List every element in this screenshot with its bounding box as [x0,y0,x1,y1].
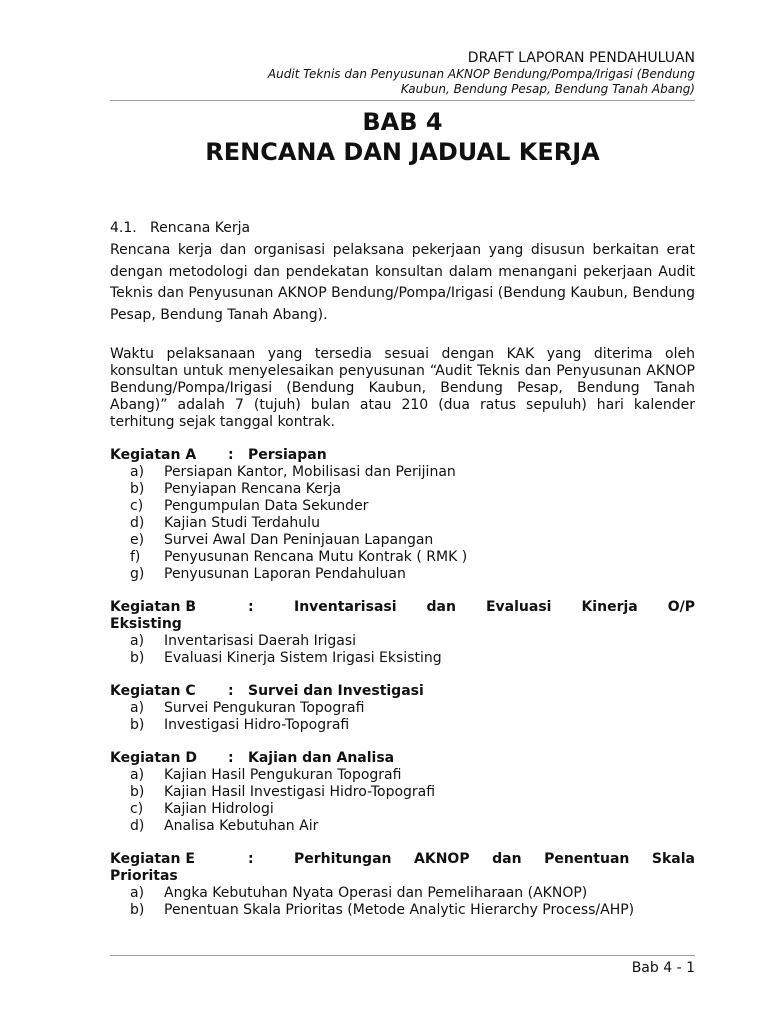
list-marker: a) [130,767,145,783]
kegiatan-a-heading [110,447,695,464]
kegiatan-e-title [294,851,695,868]
kegiatan-a-title: Persiapan [248,447,327,463]
kegiatan-e-title-continued: Prioritas [110,868,178,884]
kegiatan-b-title-continued: Eksisting [110,616,182,632]
list-marker: g) [130,566,145,582]
kegiatan-d-colon: : [228,750,234,766]
kegiatan-a-list [110,464,695,583]
list-item-text: Kajian Hasil Pengukuran Topografi [164,767,402,783]
list-item [130,650,695,667]
paragraph-intro: Rencana kerja dan organisasi pelaksana pekerjaan yang disusun berkaitan erat dengan metodologi dan pendekatan konsultan dalam menangani pekerjaan Audit Teknis dan Penyusunan AKNOP Bendung/Pompa/Irigasi (Bendung Kaubun, Bendung Pesap, Bendung Tanah Abang). [110,242,695,323]
list-item-text: Survei Pengukuran Topografi [164,700,365,716]
list-marker: a) [130,700,145,716]
list-marker: b) [130,784,145,800]
list-item [130,717,695,734]
kegiatan-c-block [110,683,695,734]
list-item [130,801,695,818]
kegiatan-b-list [110,633,695,667]
section-number: 4.1. [110,220,137,236]
title-word: O/P [667,599,695,615]
kegiatan-b-label: Kegiatan B [110,599,197,615]
list-item-text: Inventarisasi Daerah Irigasi [164,633,357,649]
list-item-text: Penyusunan Rencana Mutu Kontrak ( RMK ) [164,549,468,565]
section-title: Rencana Kerja [150,220,251,236]
title-word: dan [492,851,522,867]
header-report-title: DRAFT LAPORAN PENDAHULUAN [467,50,695,66]
list-marker: a) [130,885,145,901]
list-item-text: Kajian Hasil Investigasi Hidro-Topografi [164,784,436,800]
list-marker: c) [130,801,144,817]
list-item-text: Survei Awal Dan Peninjauan Lapangan [164,532,434,548]
kegiatan-d-list [110,767,695,835]
list-marker: b) [130,650,145,666]
list-item-text: Analisa Kebutuhan Air [164,818,319,834]
title-word: Perhitungan [294,851,392,867]
list-marker: b) [130,902,145,918]
list-marker: c) [130,498,144,514]
list-item-text: Persiapan Kantor, Mobilisasi dan Perijinan [164,464,456,480]
list-item [130,549,695,566]
kegiatan-b-colon: : [248,599,254,615]
list-item [130,566,695,583]
kegiatan-d-heading [110,750,695,767]
kegiatan-b-heading [110,599,695,616]
header-divider [110,100,695,101]
kegiatan-b-block [110,599,695,667]
title-word: Kinerja [581,599,638,615]
title-word: dan [426,599,456,615]
list-item [130,515,695,532]
list-item [130,818,695,835]
kegiatan-e-block [110,851,695,919]
kegiatan-d-title: Kajian dan Analisa [248,750,395,766]
list-item [130,498,695,515]
kegiatan-c-heading [110,683,695,700]
list-item-text: Penyiapan Rencana Kerja [164,481,342,497]
list-marker: e) [130,532,145,548]
chapter-title: RENCANA DAN JADUAL KERJA [205,138,600,166]
kegiatan-c-title: Survei dan Investigasi [248,683,424,699]
kegiatan-c-colon: : [228,683,234,699]
list-marker: a) [130,633,145,649]
list-item [130,700,695,717]
title-word: Inventarisasi [294,599,397,615]
header-project-line-2: Kaubun, Bendung Pesap, Bendung Tanah Abang) [400,82,695,96]
list-marker: d) [130,818,145,834]
list-item [130,464,695,481]
section-heading [110,219,695,237]
list-item-text: Pengumpulan Data Sekunder [164,498,369,514]
kegiatan-e-list [110,885,695,919]
list-item-text: Penyusunan Laporan Pendahuluan [164,566,406,582]
list-item [130,784,695,801]
page-number: Bab 4 - 1 [631,960,695,976]
list-item-text: Evaluasi Kinerja Sistem Irigasi Eksisting [164,650,442,666]
kegiatan-e-label: Kegiatan E [110,851,195,867]
list-item [130,481,695,498]
kegiatan-d-label: Kegiatan D [110,750,197,766]
list-marker: a) [130,464,145,480]
kegiatan-a-colon: : [228,447,234,463]
kegiatan-e-colon: : [248,851,254,867]
kegiatan-c-list [110,700,695,734]
document-page [110,50,695,919]
kegiatan-b-title [294,599,695,616]
kegiatan-a-block [110,447,695,583]
list-item [130,532,695,549]
kegiatan-e-heading [110,851,695,868]
list-item [130,885,695,902]
kegiatan-d-block [110,750,695,835]
list-marker: f) [130,549,141,565]
list-item-text: Kajian Hidrologi [164,801,274,817]
list-item [130,902,695,919]
list-item [130,633,695,650]
header-project-line-1: Audit Teknis dan Penyusunan AKNOP Bendung/Pompa/Irigasi (Bendung [267,67,695,81]
list-item [130,767,695,784]
list-item-text: Angka Kebutuhan Nyata Operasi dan Pemeliharaan (AKNOP) [164,885,588,901]
kegiatan-a-label: Kegiatan A [110,447,197,463]
kegiatan-c-label: Kegiatan C [110,683,196,699]
list-item-text: Investigasi Hidro-Topografi [164,717,350,733]
title-word: Evaluasi [485,599,552,615]
paragraph-duration: Waktu pelaksanaan yang tersedia sesuai dengan KAK yang diterima oleh konsultan untuk menyelesaikan penyusunan “Audit Teknis dan Penyusunan AKNOP Bendung/Pompa/Irigasi (Bendung Kaubun, Bendung Pesap, Bendung Tanah Abang)” adalah 7 (tujuh) bulan atau 210 (dua ratus sepuluh) hari kalender terhitung sejak tanggal kontrak. [110,346,695,430]
title-word: Skala [651,851,695,867]
title-word: AKNOP [414,851,470,867]
list-marker: d) [130,515,145,531]
title-word: Penentuan [544,851,630,867]
list-marker: b) [130,717,145,733]
list-item-text: Kajian Studi Terdahulu [164,515,320,531]
list-marker: b) [130,481,145,497]
list-item-text: Penentuan Skala Prioritas (Metode Analytic Hierarchy Process/AHP) [164,902,635,918]
footer-divider [110,955,695,956]
chapter-number: BAB 4 [362,108,443,136]
